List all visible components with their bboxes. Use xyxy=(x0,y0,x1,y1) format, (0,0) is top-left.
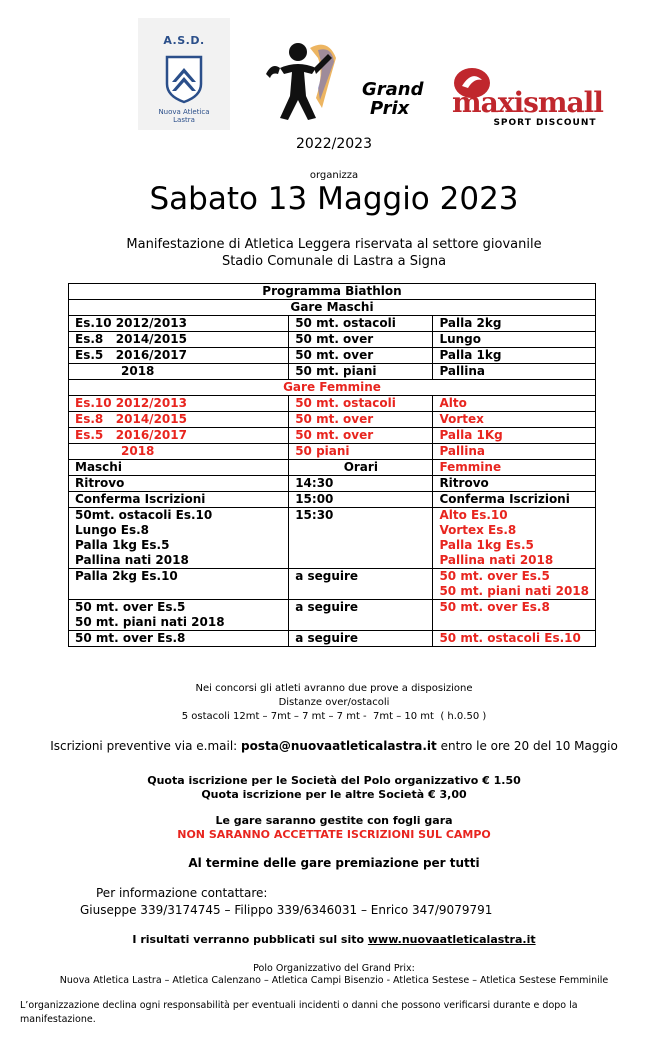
maxismall-tagline: SPORT DISCOUNT xyxy=(493,118,597,128)
table-cell: Es.5 2016/2017 xyxy=(69,348,289,364)
table-row xyxy=(69,332,596,348)
iscrizioni-deadline: entro le ore 20 del 10 Maggio xyxy=(436,739,618,753)
table-cell: Palla 1Kg xyxy=(433,428,596,444)
cell-line: 50 mt. over Es.8 xyxy=(75,631,186,645)
table-cell xyxy=(69,631,289,647)
table-cell: Ritrovo xyxy=(69,476,289,492)
cell-line: Vortex Es.8 xyxy=(439,523,517,537)
table-cell: Palla 1kg xyxy=(433,348,596,364)
table-row xyxy=(69,631,596,647)
table-row xyxy=(69,444,596,460)
table-cell: 50 mt. over xyxy=(289,412,433,428)
table-cell xyxy=(433,508,596,569)
table-cell: 50 mt. ostacoli xyxy=(289,396,433,412)
table-cell: Es.8 2014/2015 xyxy=(69,332,289,348)
table-row xyxy=(69,300,596,316)
disclaimer-line2: manifestazione. xyxy=(20,1014,96,1025)
quota-altre: Quota iscrizione per le altre Società € 3,00 xyxy=(201,788,467,801)
concorsi-note: Nei concorsi gli atleti avranno due prove a disposizione xyxy=(195,683,473,694)
cell-line: 50mt. ostacoli Es.10 xyxy=(75,508,213,522)
distanze-note: Distanze over/ostacoli xyxy=(278,697,390,708)
table-cell: 50 piani xyxy=(289,444,433,460)
table-cell: Pallina xyxy=(433,364,596,380)
grand-prix-line1: Grand xyxy=(362,79,424,100)
table-cell: a seguire xyxy=(289,569,433,600)
no-iscrizioni-campo: NON SARANNO ACCETTATE ISCRIZIONI SUL CAMPO xyxy=(177,828,491,841)
table-cell: 14:30 xyxy=(289,476,433,492)
asd-logo-line2: Nuova Atletica xyxy=(158,108,210,116)
table-cell: Conferma Iscrizioni xyxy=(433,492,596,508)
organizza-label: organizza xyxy=(309,170,359,181)
maxismall-name: maxismall xyxy=(452,86,603,119)
table-cell: 2018 xyxy=(69,364,289,380)
cell-line: 50 mt. ostacoli Es.10 xyxy=(439,631,581,645)
table-row xyxy=(69,412,596,428)
event-subtitle: Manifestazione di Atletica Leggera riservata al settore giovanile xyxy=(126,237,542,252)
table-cell: 2018 xyxy=(69,444,289,460)
table-cell xyxy=(433,631,596,647)
polo-list: Nuova Atletica Lastra – Atletica Calenzano – Atletica Campi Bisenzio - Atletica Sestese – Atletica Sestese Femminile xyxy=(59,975,609,986)
table-cell xyxy=(69,600,289,631)
cell-line: 50 mt. piani nati 2018 xyxy=(75,615,225,629)
cell-line: Palla 2kg Es.10 xyxy=(75,569,178,583)
contatti-list: Giuseppe 339/3174745 – Filippo 339/6346031 – Enrico 347/9079791 xyxy=(80,903,493,917)
table-row xyxy=(69,348,596,364)
table-cell: a seguire xyxy=(289,600,433,631)
table-row xyxy=(69,316,596,332)
cell-line: Pallina nati 2018 xyxy=(75,553,189,567)
table-cell: Femmine xyxy=(433,460,596,476)
table-row xyxy=(69,600,596,631)
table-cell: 15:00 xyxy=(289,492,433,508)
table-row xyxy=(69,569,596,600)
table-row xyxy=(69,508,596,569)
table-cell: a seguire xyxy=(289,631,433,647)
iscrizioni-text: Iscrizioni preventive via e.mail: xyxy=(50,739,242,753)
table-cell: 50 mt. over xyxy=(289,348,433,364)
asd-logo-title: A.S.D. xyxy=(163,34,205,47)
program-table xyxy=(68,283,596,647)
table-cell: Alto xyxy=(433,396,596,412)
maxismall-logo xyxy=(452,66,638,130)
contatti-label: Per informazione contattare: xyxy=(96,886,268,900)
grand-prix-logo xyxy=(258,38,430,128)
ostacoli-note: 5 ostacoli 12mt – 7mt – 7 mt – 7 mt - 7mt – 10 mt ( h.0.50 ) xyxy=(181,711,487,722)
asd-logo xyxy=(138,18,230,130)
grand-prix-line2: Prix xyxy=(370,98,410,119)
table-cell xyxy=(69,508,289,569)
cell-line: Lungo Es.8 xyxy=(75,523,149,537)
table-cell: Ritrovo xyxy=(433,476,596,492)
table-cell: Lungo xyxy=(433,332,596,348)
cell-line: Palla 1kg Es.5 xyxy=(439,538,534,552)
risultati-text: I risultati verranno pubblicati sul sito xyxy=(132,933,368,946)
table-cell: 50 mt. over xyxy=(289,428,433,444)
gare-femmine-header: Gare Femmine xyxy=(69,380,596,396)
table-cell xyxy=(69,569,289,600)
season: 2022/2023 xyxy=(296,136,372,152)
cell-line: 50 mt. over Es.5 xyxy=(439,569,550,583)
website-link[interactable]: www.nuovaatleticalastra.it xyxy=(367,933,536,946)
cell-line: Alto Es.10 xyxy=(439,508,508,522)
premiazione-note: Al termine delle gare premiazione per tutti xyxy=(188,856,480,870)
event-date-title: Sabato 13 Maggio 2023 xyxy=(149,181,519,217)
cell-line: 50 mt. piani nati 2018 xyxy=(439,584,589,598)
table-row xyxy=(69,364,596,380)
table-row xyxy=(69,396,596,412)
table-row xyxy=(69,380,596,396)
table-row xyxy=(69,460,596,476)
fogli-gara-note: Le gare saranno gestite con fogli gara xyxy=(215,814,453,827)
table-cell: 50 mt. ostacoli xyxy=(289,316,433,332)
table-cell xyxy=(433,600,596,631)
table-cell xyxy=(433,569,596,600)
table-cell: Orari xyxy=(289,460,433,476)
polo-label: Polo Organizzativo del Grand Prix: xyxy=(253,963,415,974)
disclaimer-line1: L’organizzazione declina ogni responsabilità per eventuali incidenti o danni che possono verificarsi durante e dopo la xyxy=(20,1000,578,1011)
table-title: Programma Biathlon xyxy=(69,284,596,300)
table-cell: 50 mt. over xyxy=(289,332,433,348)
cell-line: 50 mt. over Es.5 xyxy=(75,600,186,614)
table-cell: Pallina xyxy=(433,444,596,460)
cell-line: Palla 1kg Es.5 xyxy=(75,538,170,552)
table-cell: Maschi xyxy=(69,460,289,476)
table-row xyxy=(69,284,596,300)
table-cell: 15:30 xyxy=(289,508,433,569)
asd-logo-line3: Lastra xyxy=(173,116,195,124)
iscrizioni-email-link[interactable]: posta@nuovaatleticalastra.it xyxy=(241,739,437,753)
table-cell: Es.8 2014/2015 xyxy=(69,412,289,428)
table-cell: 50 mt. piani xyxy=(289,364,433,380)
runner-torch-icon xyxy=(258,38,358,128)
shield-icon xyxy=(164,54,204,104)
table-cell: Conferma Iscrizioni xyxy=(69,492,289,508)
table-cell: Es.10 2012/2013 xyxy=(69,396,289,412)
table-row xyxy=(69,428,596,444)
table-row xyxy=(69,492,596,508)
iscrizioni-line xyxy=(0,739,668,753)
table-row xyxy=(69,476,596,492)
cell-line: 50 mt. over Es.8 xyxy=(439,600,550,614)
table-cell: Palla 2kg xyxy=(433,316,596,332)
gare-maschi-header: Gare Maschi xyxy=(69,300,596,316)
table-cell: Vortex xyxy=(433,412,596,428)
event-venue: Stadio Comunale di Lastra a Signa xyxy=(221,254,447,269)
table-cell: Es.10 2012/2013 xyxy=(69,316,289,332)
risultati-line xyxy=(0,933,668,946)
table-cell: Es.5 2016/2017 xyxy=(69,428,289,444)
quota-polo: Quota iscrizione per le Società del Polo organizzativo € 1.50 xyxy=(147,774,521,787)
cell-line: Pallina nati 2018 xyxy=(439,553,554,567)
